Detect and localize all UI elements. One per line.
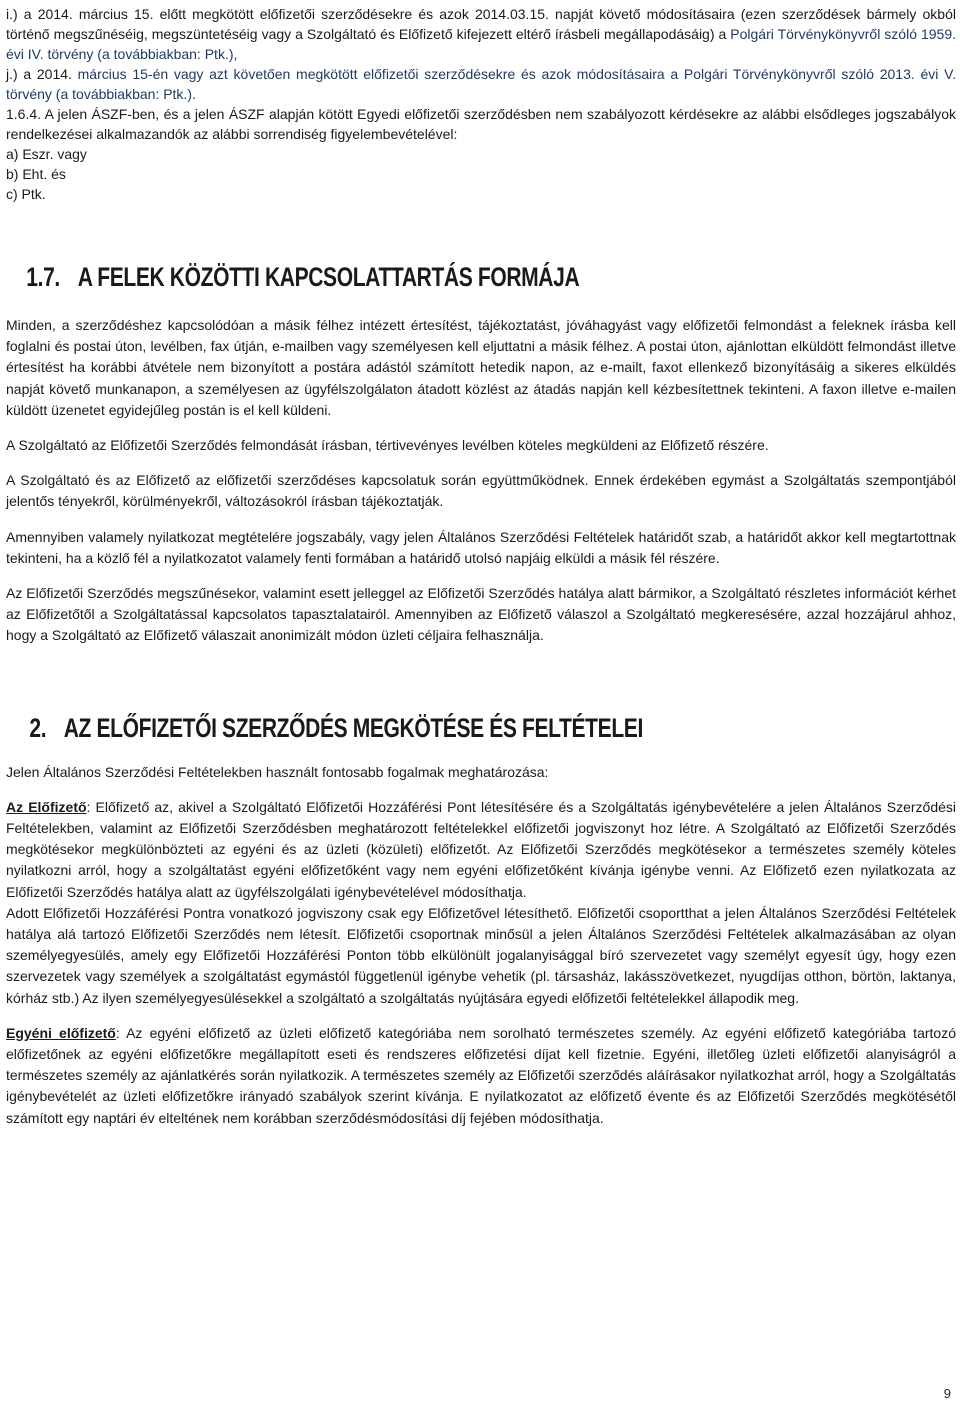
term-egyeni-elofizeto: Egyéni előfizető	[6, 1024, 116, 1041]
paragraph-j	[6, 64, 956, 104]
paragraph-i-text: i.) a 2014. március 15. előtt megkötött előfizetői szerződésekre és azok 2014.03.15. napját követő módosításaira (ezen szerződések bármely okból történő megszűnéséig, megszüntetéséig vagy a Szolgáltató és Előfizető kifejezett eltérő írásbeli megállapodásáig) a	[6, 6, 956, 42]
paragraph-contact-1: Minden, a szerződéshez kapcsolódóan a másik félhez intézett értesítést, tájékoztatást, jóváhagyást vagy előfizetői felmondást a feleknek írásba kell foglalni és postai úton, levélben, fax útján, e-mailben vagy személyesen kell eljuttatni a másik félhez. A postai úton, ajánlottan elküldött felmondást illetve értesítést ha korábbi átvétele nem bizonyított a postára adástól számított hetedik napon, az e-mailt, faxot ellenkező bizonyításáig a sikeres elküldés napját követő munkanapon, a személyesen az ügyfélszolgálaton átadott közlést az átadás napján kell kézbesítettnek tekinteni. A faxon illetve e-mailen küldött üzenetet egyidejűleg postán is el kell küldeni.	[6, 317, 956, 418]
document-page	[6, 4, 956, 1129]
definition-elofizeto	[6, 797, 956, 903]
paragraph-i-reference: Polgári Törvénykönyvről szóló 1959. évi IV. törvény (a továbbiakban: Ptk.),	[6, 26, 956, 62]
paragraph-contact-4: Amennyiben valamely nyilatkozat megtételére jogszabály, vagy jelen Általános Szerződési Feltételek határidőt szab, a határidőt akkor kell megtartottnak tekinteni, ha a közlő fél a nyilatkozatot valamely fenti formában a határidő utolsó napjáig elküldi a másik fél részére.	[6, 528, 956, 566]
page-number: 9	[943, 1386, 951, 1401]
definition-elofizeto-text: : Előfizető az, akivel a Szolgáltató Előfizetői Hozzáférési Pont létesítésére és a Szolgáltatás igénybevételére a jelen Általános Szerződési Feltételekben, valamint az Előfizetői Szerződésben meghatározott feltételekkel előfizetői jogviszonyt hoz létre. A Szolgáltató az Előfizetői Szerződés megkötésekor megkülönbözteti az egyéni és az üzleti (közületi) előfizetőt. Az Előfizetői Szerződés megkötésekor a természetes személy köteles nyilatkozni arról, hogy a szolgáltatást egyéni előfizetőként vagy nem egyéni előfizetőként kívánja igénybe venni. Az Előfizető ezen nyilatkozata az Előfizetői Szerződés hatálya alatt az ügyfélszolgálati igénybevételével módosíthatja.	[6, 798, 957, 900]
section-2-heading	[6, 713, 747, 744]
paragraph-contact-3: A Szolgáltató és az Előfizető az előfizetői szerződéses kapcsolatuk során együttműködnek. Ennek érdekében egymást a Szolgáltatás szempontjából jelentős tényekről, körülményekről, változásokról írásban tájékoztatják.	[6, 472, 956, 510]
definition-egyeni-elofizeto	[6, 1023, 956, 1129]
section-number: 1.7.	[26, 262, 60, 292]
paragraph-contact-5: Az Előfizetői Szerződés megszűnésekor, valamint esett jelleggel az Előfizetői Szerződés hatálya alatt bármikor, a Szolgáltató részletes információt kérhet az Előfizetőtől a Szolgáltatással kapcsolatos tapasztalatairól. Amennyiben az Előfizető válaszol a Szolgáltató megkeresésére, azzal hozzájárul ahhoz, hogy a Szolgáltató az Előfizető válaszait anonimizált módon üzleti céljaira felhasználja.	[6, 585, 956, 644]
list-item-b: b) Eht. és	[6, 166, 66, 182]
definition-elofizeto-continued: Adott Előfizetői Hozzáférési Pontra vonatkozó jogviszony csak egy Előfizetővel létesíthető. Előfizetői csoportthat a jelen Általános Szerződési Feltételek hatálya alá tartozó Előfizetői Szerződés nem létesít. Előfizetői csoportnak minősül a jelen Általános Szerződési Feltételek alkalmazásában az olyan személyegyesülés, amely egy Előfizetői Hozzáférési Ponton több elkülönült jogalanyisággal bíró szervezetet vagy személyt egyesít úgy, hogy ezen szervezetek vagy személyek a szolgáltatást egymástól függetlenül igénybe vehetik (pl. társasház, lakásszövetkezet, nyugdíjas otthon, börtön, laktanya, kórház stb.) Az ilyen személyegyesülésekkel a szolgáltató a szolgáltatás nyújtására egyedi előfizetői feltételekkel állapodik meg.	[6, 904, 956, 1006]
section-1-7-heading	[6, 262, 747, 293]
definition-egyeni-text: : Az egyéni előfizető az üzleti előfizető kategóriába nem sorolható természetes személy. Az egyéni előfizető kategóriába tartozó előfizetőnek az egyéni előfizetőkre megállapított eseti és rendszeres előfizetési díjat kell fizetnie. Egyéni, illetőleg üzleti előfizetői alanyiságról a természetes személy az ajánlatkérés során nyilatkozik. A természetes személy az Előfizetői szerződés aláírásakor nyilatkozhat arról, hogy a Szolgáltatás igénybevételét az üzleti előfizetőkre irányadó szabályok szerint kívánja. E nyilatkozatot az előfizető évente és az Előfizetői Szerződés megkötésétől számított egy naptári év elteltének nem korábban szerződésmódosítási díj fejében módosíthatja.	[6, 1024, 956, 1126]
section-number: 2.	[29, 712, 47, 743]
paragraph-j-reference: március 15-én vagy azt követően megkötött előfizetői szerződésekre és azok módosításaira a Polgári Törvénykönyvről szóló 2013. évi V. törvény (a továbbiakban: Ptk.).	[6, 66, 957, 102]
paragraph-contact-2: A Szolgáltató az Előfizetői Szerződés felmondását írásban, tértivevényes levélben köteles megküldeni az Előfizető részére.	[6, 437, 769, 454]
definitions-intro: Jelen Általános Szerződési Feltételekben használt fontosabb fogalmak meghatározása:	[6, 763, 549, 780]
section-title: AZ ELŐFIZETŐI SZERZŐDÉS MEGKÖTÉSE ÉS FELTÉTELEI	[63, 712, 643, 743]
list-item-a: a) Eszr. vagy	[6, 146, 87, 162]
term-elofizeto: Az Előfizető	[6, 798, 87, 815]
section-title: A FELEK KÖZÖTTI KAPCSOLATTARTÁS FORMÁJA	[77, 262, 580, 292]
list-item-c: c) Ptk.	[6, 186, 46, 202]
section-1-6-4: 1.6.4. A jelen ÁSZF-ben, és a jelen ÁSZF alapján kötött Egyedi előfizetői szerződésben nem szabályozott kérdésekre az alábbi elsődleges jogszabályok rendelkezései alkalmazandók az alábbi sorrendiség figyelembevételével:	[6, 106, 956, 142]
paragraph-i	[6, 4, 956, 64]
paragraph-j-text: j.) a 2014.	[6, 66, 78, 82]
